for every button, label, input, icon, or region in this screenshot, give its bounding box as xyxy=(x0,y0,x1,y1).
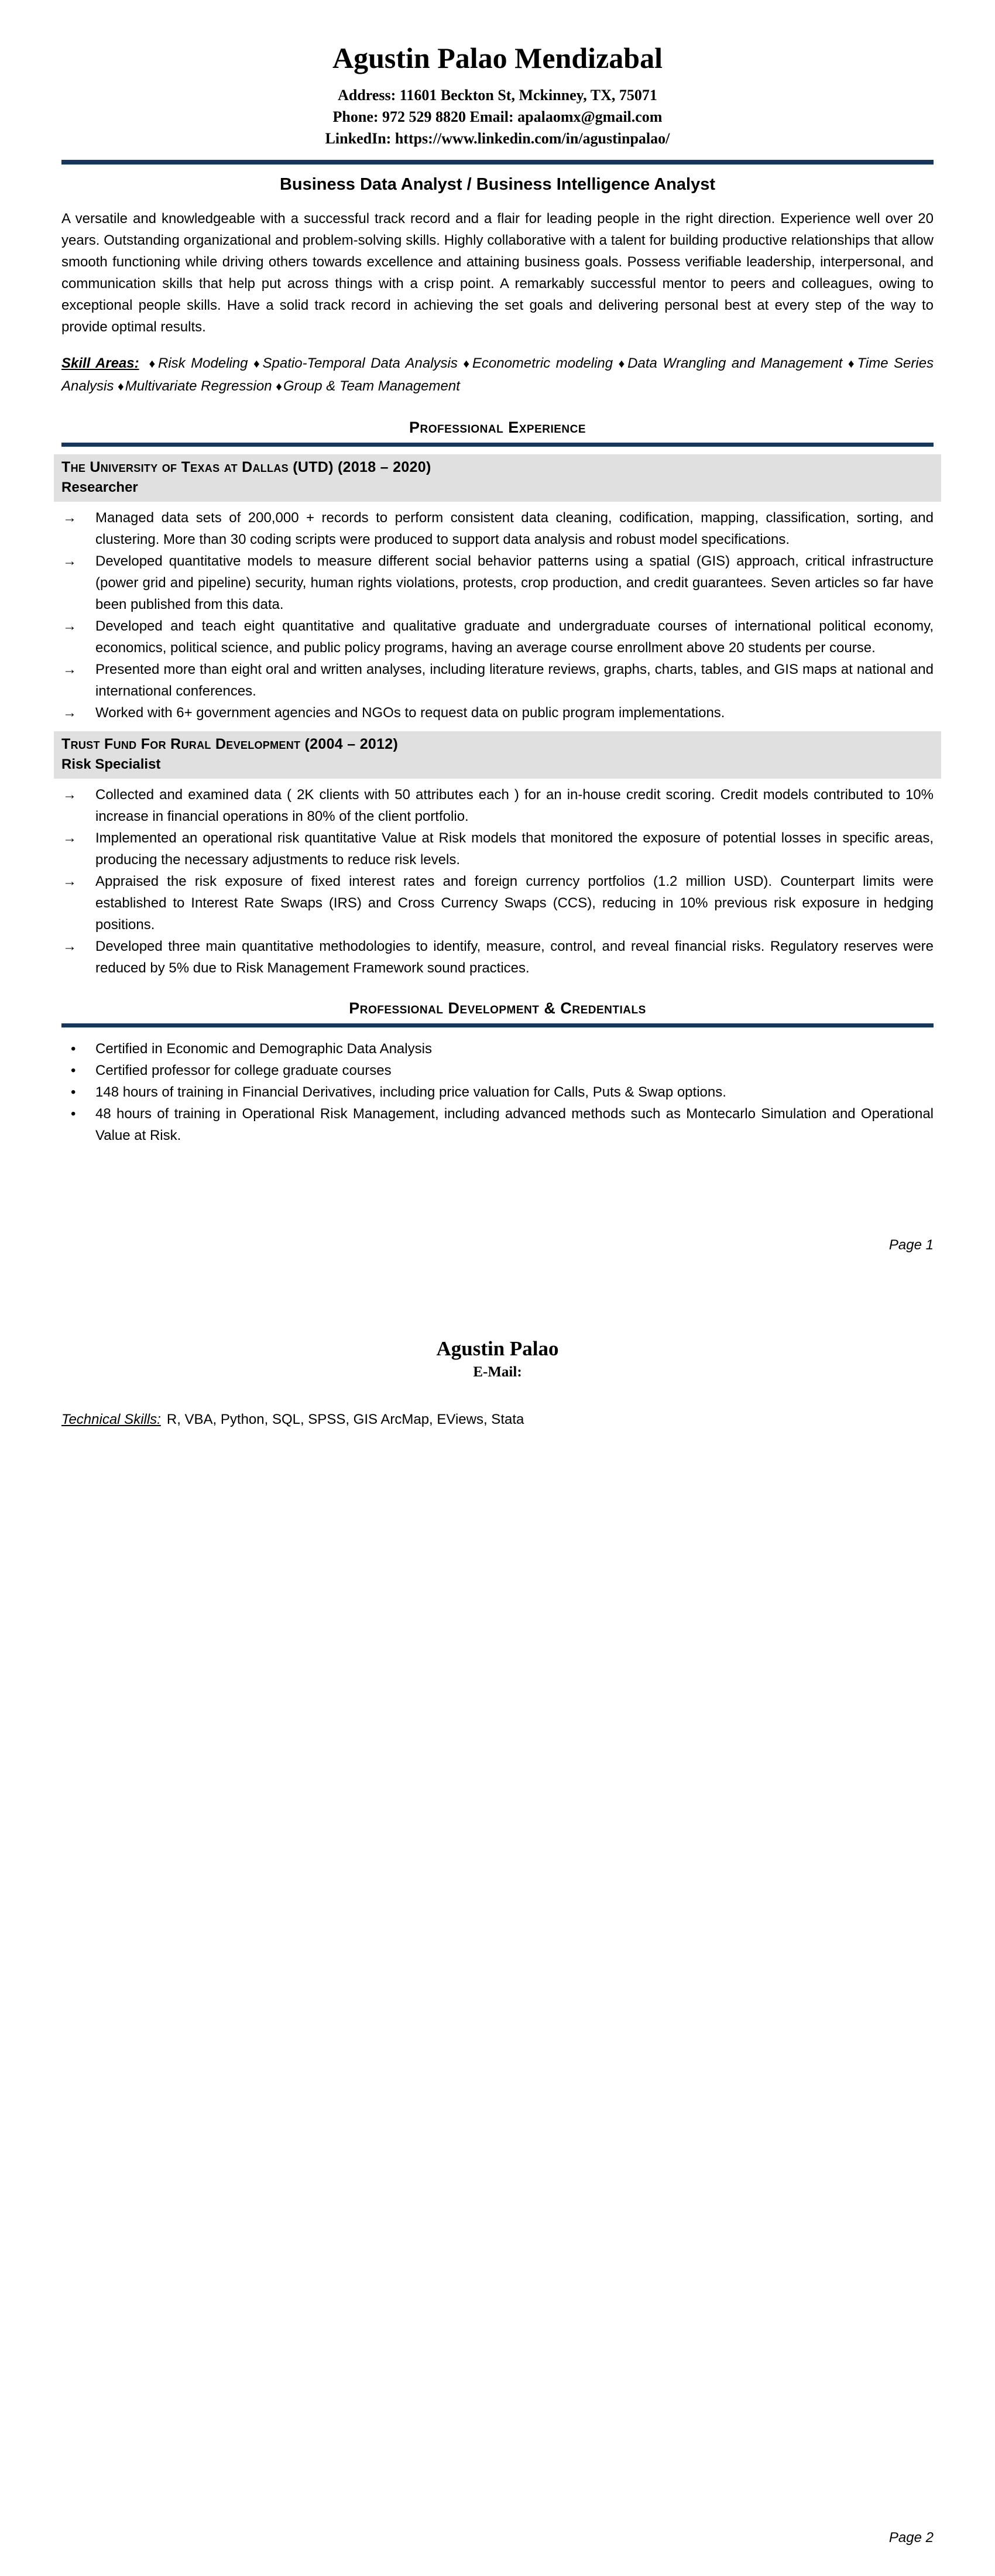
experience-section-heading: Professional Experience xyxy=(409,419,586,436)
arrow-bullet-icon: → xyxy=(63,553,77,569)
arrow-bullet-icon: → xyxy=(63,618,77,634)
skill-item-label: Risk Modeling xyxy=(157,355,248,371)
credential-bullet-text: 148 hours of training in Financial Derivatives, including price valuation for Calls, Puts & Swap options. xyxy=(95,1084,726,1100)
diamond-bullet-icon: ♦ xyxy=(618,357,627,371)
arrow-bullet-icon: → xyxy=(63,705,77,721)
experience-bullet-text: Developed and teach eight quantitative and qualitative graduate and undergraduate courses of international political economy, economics, political science, and public policy programs, having an average course enrollment above 20 students per course. xyxy=(95,618,934,656)
contact-phone-email: Phone: 972 529 8820 Email: apalaomx@gmail.com xyxy=(332,108,663,125)
summary-paragraph: A versatile and knowledgeable with a successful track record and a flair for leading people in the right direction. Experience well over 20 years. Outstanding organizational and problem-solving skills. Highly collaborative with a talent for building productive relationships that allow smooth functioning while driving others towards excellence and attaining business goals. Possess verifiable leadership, interpersonal, and communication skills that help put across things with a crisp point. A remarkably successful mentor to peers and colleagues, owing to exceptional people skills. Have a solid track record in achieving the set goals and delivering personal best at every step of the way to provide optimal results. xyxy=(61,211,934,335)
credential-bullet-text: Certified professor for college graduate courses xyxy=(95,1063,392,1078)
page2-candidate-name: Agustin Palao xyxy=(436,1337,559,1360)
skill-item-label: Time Series Analysis xyxy=(61,355,934,394)
arrow-bullet-icon: → xyxy=(63,662,77,677)
diamond-bullet-icon: ♦ xyxy=(147,357,157,371)
experience-bullet-text: Developed quantitative models to measure different social behavior patterns using a spatial (GIS) approach, critical infrastructure (power grid and pipeline) security, human rights violations, protests, crop production, and credit guarantees. Seven articles so far have been published from this data. xyxy=(95,553,934,612)
experience-bullet xyxy=(61,507,934,550)
experience-bullet xyxy=(61,871,934,936)
experience-bullet xyxy=(61,615,934,659)
diamond-bullet-icon: ♦ xyxy=(253,357,262,371)
skill-areas-paragraph xyxy=(61,352,934,398)
skill-item xyxy=(463,355,613,371)
candidate-name: Agustin Palao Mendizabal xyxy=(332,42,663,74)
page-number-footer: Page 2 xyxy=(888,2530,934,2546)
experience-bullet-text: Presented more than eight oral and written analyses, including literature reviews, graphs, charts, tables, and GIS maps at national and international conferences. xyxy=(95,662,934,699)
diamond-bullet-icon: ♦ xyxy=(118,380,124,393)
diamond-bullet-icon: ♦ xyxy=(848,357,856,371)
credential-bullet-text: 48 hours of training in Operational Risk Management, including advanced methods such as Montecarlo Simulation and Operational Value at Risk. xyxy=(95,1106,934,1143)
technical-skills-value: R, VBA, Python, SQL, SPSS, GIS ArcMap, EViews, Stata xyxy=(166,1412,524,1427)
arrow-bullet-icon: → xyxy=(63,830,77,846)
job-bullet-list xyxy=(61,507,934,724)
skill-item-label: Multivariate Regression xyxy=(125,378,272,394)
skill-item xyxy=(118,378,272,394)
dot-bullet-icon: • xyxy=(71,1063,76,1078)
credentials-section-heading: Professional Development & Credentials xyxy=(349,999,646,1017)
skill-item-label: Spatio-Temporal Data Analysis xyxy=(262,355,458,371)
experience-bullet-text: Implemented an operational risk quantitative Value at Risk models that monitored the exposure of potential losses in specific areas, producing the necessary adjustments to reduce risk levels. xyxy=(95,830,934,868)
arrow-bullet-icon: → xyxy=(63,938,77,954)
page2-email-label: E-Mail: xyxy=(473,1364,522,1380)
header-divider-rule xyxy=(61,160,934,165)
page-2 xyxy=(0,1288,995,2576)
job-trust-fund xyxy=(61,731,934,979)
contact-address: Address: 11601 Beckton St, Mckinney, TX, 75071 xyxy=(338,87,657,104)
experience-bullet-text: Appraised the risk exposure of fixed interest rates and foreign currency portfolios (1.2 million USD). Counterpart limits were established to Interest Rate Swaps (IRS) and Cross Currency Swaps (CCS), reducing in 10% previous risk exposure in hedging positions. xyxy=(95,873,934,933)
experience-bullet xyxy=(61,784,934,827)
credential-bullet xyxy=(61,1103,934,1146)
skill-item-label: Data Wrangling and Management xyxy=(627,355,843,371)
arrow-bullet-icon: → xyxy=(63,510,77,526)
experience-bullet-text: Developed three main quantitative methodologies to identify, measure, control, and reveal financial risks. Regulatory reserves were reduced by 5% due to Risk Management Framework sound practices. xyxy=(95,938,934,976)
credential-bullet xyxy=(61,1081,934,1103)
job-utd xyxy=(61,454,934,724)
credentials-bullet-list xyxy=(61,1038,934,1146)
experience-bullet-text: Managed data sets of 200,000 + records to perform consistent data cleaning, codification, mapping, classification, sorting, and clustering. More than 30 coding scripts were produced to support data analysis and robust model specifications. xyxy=(95,510,934,547)
page-number-footer: Page 1 xyxy=(888,1237,934,1253)
dot-bullet-icon: • xyxy=(71,1084,76,1100)
skill-areas-list xyxy=(61,355,934,394)
skill-item xyxy=(147,355,248,371)
experience-bullet xyxy=(61,936,934,979)
company-name: The University of Texas at Dallas (UTD) (2018 – 2020) xyxy=(61,459,431,475)
experience-divider-rule xyxy=(61,443,934,447)
skill-item xyxy=(276,378,460,394)
technical-skills-label: Technical Skills: xyxy=(61,1412,161,1427)
dot-bullet-icon: • xyxy=(71,1106,76,1122)
credential-bullet-text: Certified in Economic and Demographic Data Analysis xyxy=(95,1041,432,1057)
job-role: Researcher xyxy=(61,479,138,495)
contact-linkedin: LinkedIn: https://www.linkedin.com/in/agustinpalao/ xyxy=(325,130,670,147)
skill-item xyxy=(619,355,843,371)
job-header-band xyxy=(54,454,941,502)
experience-bullet xyxy=(61,550,934,615)
skill-item-label: Group & Team Management xyxy=(283,378,460,394)
experience-bullet-text: Worked with 6+ government agencies and NGOs to request data on public program implementations. xyxy=(95,705,725,721)
job-role: Risk Specialist xyxy=(61,756,161,772)
diamond-bullet-icon: ♦ xyxy=(463,357,471,371)
arrow-bullet-icon: → xyxy=(63,787,77,803)
skill-item-label: Econometric modeling xyxy=(472,355,613,371)
credential-bullet xyxy=(61,1038,934,1060)
skill-item xyxy=(253,355,458,371)
experience-bullet xyxy=(61,827,934,871)
experience-bullet xyxy=(61,702,934,724)
dot-bullet-icon: • xyxy=(71,1041,76,1057)
company-name: Trust Fund For Rural Development (2004 – 2012) xyxy=(61,736,399,752)
experience-bullet-text: Collected and examined data ( 2K clients with 50 attributes each ) for an in-house credit scoring. Credit models contributed to 10% increase in financial operations in 80% of the client portfolio. xyxy=(95,787,934,824)
skill-areas-label: Skill Areas: xyxy=(61,355,139,371)
job-header-band xyxy=(54,731,941,779)
job-bullet-list xyxy=(61,784,934,979)
credentials-divider-rule xyxy=(61,1023,934,1027)
arrow-bullet-icon: → xyxy=(63,873,77,889)
technical-skills-line xyxy=(61,1409,934,1430)
diamond-bullet-icon: ♦ xyxy=(276,380,282,393)
experience-bullet xyxy=(61,659,934,702)
resume-header xyxy=(61,0,934,149)
headline-job-title: Business Data Analyst / Business Intelligence Analyst xyxy=(279,175,716,194)
credential-bullet xyxy=(61,1060,934,1081)
